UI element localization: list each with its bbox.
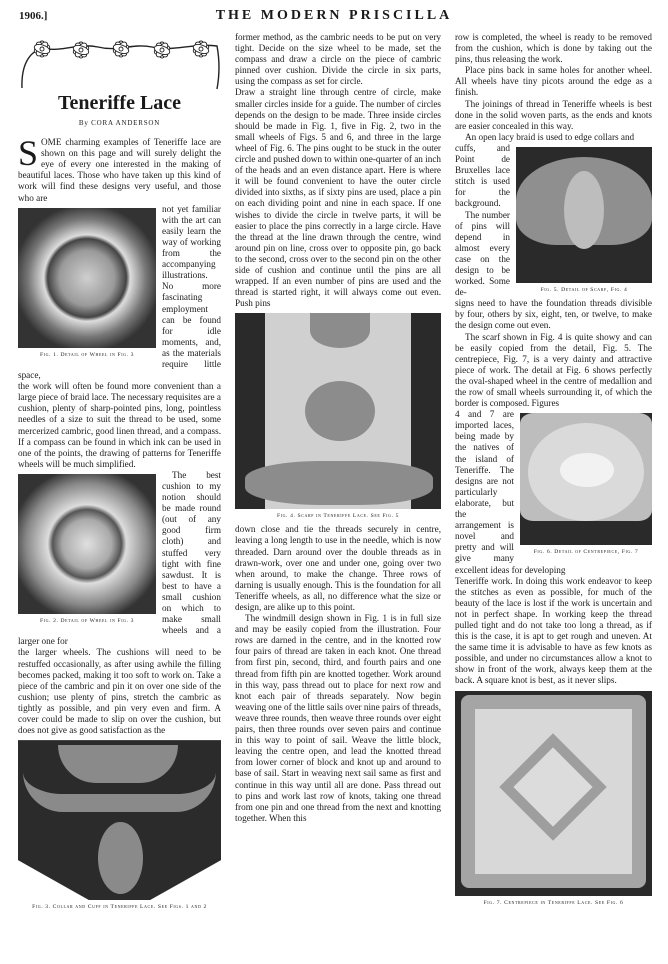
figure-6 — [520, 413, 652, 556]
figure-6-image — [520, 413, 652, 545]
figure-1-image — [18, 208, 156, 348]
figure-7 — [455, 691, 652, 907]
column-3-wrap-fig6: 4 and 7 are imported laces, being made by the natives of the island of Teneriffe. The designs are not particularly elaborate, but the arrangement is novel and pretty and will give many excellent ideas for developing — [455, 409, 566, 575]
paragraph: An open lacy braid is used to edge collars and — [465, 131, 635, 142]
paragraph: The scarf shown in Fig. 4 is quite showy and can be easily copied from the detail, Fig. 5. The centrepiece, Fig. 7, is a very dainty and attractive piece of work. The detail at Fig. 6 shows perfectly the oval-shaped wheel in the centre of medallion and the row of small wheels surrounding it, of which the border is composed. Figures — [455, 331, 652, 409]
column-1 — [18, 32, 221, 915]
figure-3 — [18, 740, 221, 911]
paragraph: down close and tie the threads securely in centre, leaving a long length to use in the needle, which is now threaded. Darn around over the double threads as in drawn-work, over one and under one, going over two when around, to make the change. Three rows of darning is usually enough. This is the foundation for all Teneriffe wheels, as all, no difference what the size or design, are alike up to this point. — [235, 524, 441, 612]
figure-6-caption: Fig. 6. Detail of Centrepiece, Fig. 7 — [533, 549, 639, 556]
paragraph: Place pins back in same holes for another wheel. All wheels have tiny picots around the edge as a finish. — [455, 65, 652, 98]
figure-4-caption: Fig. 4. Scarf in Teneriffe Lace. See Fig. 5 — [276, 513, 400, 520]
figure-2-caption: Fig. 2. Detail of Wheel in Fig. 3 — [39, 617, 135, 624]
figure-4 — [235, 313, 441, 520]
figure-3-image — [18, 740, 221, 900]
paragraph: row is completed, the wheel is ready to be removed from the cushion, which is done by taking out the pins, thus releasing the work. — [455, 32, 652, 65]
paragraph: former method, as the cambric needs to be put on very tight. Decide on the size wheel to be made, set the compass and draw a circle on the piece of cambric pinned over cushion. Divide the circle in six parts, using the compass as set for circle. — [235, 32, 441, 87]
paragraph: the larger wheels. The cushions will need to be restuffed occasionally, as after using awhile the filling becomes packed, making it too soft to work on. Take a piece of the cambric and pin it on over one side of the cushion; use plenty of pins, stretch the cambric as tightly as possible, and pin very even and firm. A cover could be made to slip on over the cushion, but does not give as good satisfaction as the — [18, 647, 221, 736]
figure-1-caption: Fig. 1. Detail of Wheel in Fig. 3 — [39, 351, 135, 358]
column-3 — [455, 32, 652, 911]
figure-7-caption: Fig. 7. Centrepiece in Teneriffe Lace. See Fig. 6 — [483, 899, 624, 906]
figure-5 — [516, 147, 652, 294]
figure-2 — [18, 474, 156, 625]
article-byline: By CORA ANDERSON — [78, 119, 161, 127]
figure-5-image — [516, 147, 652, 283]
column-1-wrap-fig1: not yet familiar with the art can easily learn the way of working from the accompanying illustrations. No more fascinating employment can be found for idle moments, and, as the materials require little space, — [18, 203, 221, 381]
paragraph: The joinings of thread in Teneriffe wheels is best done in the solid woven parts, as the ends and knots are easier concealed in this way. — [455, 98, 652, 131]
paragraph: Teneriffe work. In doing this work endeavor to keep the stitches as even as possible, for much of the beauty of the lace is lost if the work is uncertain and not in perfect shape. In working keep the thread pulled tight and do not take too long a thread, as if this is the case, it is apt to get rough and uneven. At the same time it is advisable to have as few knots as possible, and under no circumstances allow a knot to show in front of the work, always keep them at the back. A square knot is best, as it never slips. — [455, 575, 652, 686]
figure-4-image — [235, 313, 441, 509]
article-title: Teneriffe Lace — [57, 92, 182, 114]
intro-text: OME charming examples of Teneriffe lace are shown on this page and will surely delight the eye of every one interested in the making of beautiful laces. Those who have taken up this kind of work will find these designs very useful, and those who are — [18, 137, 221, 203]
floral-header-ornament — [18, 32, 221, 92]
figure-5-caption: Fig. 5. Detail of Scarf, Fig. 4 — [540, 286, 628, 293]
column-3-wrap-fig5: cuffs, and Point de Bruxelles lace stitch is used for the background. — [455, 142, 510, 209]
paragraph: the work will often be found more convenient than a large piece of braid lace. The necessary requisites are a cushion, plenty of sharp-pointed pins, long, pointless needles of a size to suit the thread to be used, some mercerized cambric, good linen thread, and a compass. If a compass can be found in which ink can be used in one of the points, the drawing of patterns for Teneriffe wheels will be much simplified. — [18, 381, 221, 469]
page-number: 1906.] — [19, 10, 48, 22]
article-columns — [0, 32, 668, 915]
figure-2-image — [18, 474, 156, 614]
page-header — [0, 0, 668, 32]
intro-paragraph — [18, 133, 221, 204]
figure-3-caption: Fig. 3. Collar and Cuff in Teneriffe Lace. See Figs. 1 and 2 — [32, 904, 207, 911]
column-3-wrap-fig5-b: The number of pins will depend in almost every case on the design to be worked. Some de- — [455, 209, 510, 298]
magazine-title: THE MODERN PRISCILLA — [215, 8, 453, 23]
paragraph: The windmill design shown in Fig. 1 is in full size and may be easily copied from the illustration. Four rows are darned in the centre, and in the knotted row four pairs of thread are taken in each knot. One thread from first pin, second, third, and fourth pairs and one thread from fifth pin are knotted together. Work around in this way, pass thread out to place for next row and knot each pair of threads separately. Now begin weaving one of the little sails over nine pairs of threads, weave three rounds, then weave three rounds over eight pairs, then three rounds over seven pairs and continue in this way to point of sail. Weave the little block, leaving the centre open, and lead the knotted thread from lower corner of block and knot up and around to base of sail. Start in weaving next sail same as first and continue in this way until all are done. Pass thread out to pins and work last row of knots, taking one thread from one pin and one thread from the next and knotting together. When this — [235, 613, 441, 823]
paragraph: signs need to have the foundation threads divisible by four, others by six, eight, ten, or twelve, to make the design come out even. — [455, 298, 652, 331]
figure-7-image — [455, 691, 652, 896]
paragraph: Draw a straight line through centre of circle, make smaller circles inside for a guide. The number of circles depends on the design to be made. Three inside circles should be made in Fig. 1, five in Fig. 2, two in the small wheels of Figs. 5 and 6, and three in the large wheel of Fig. 6. The pins ought to be stuck in the outer circle and pushed down to within one-quarter of an inch of the heads and an even distance apart. Here is where it will be found convenient to have the outer circle divided into sixths, as if sixty pins are used, place a pin on each dividing point and nine in each space. If one wishes to divide the circle in twelve parts, it will be easier to place the pins correctly in a large circle. Have the thread at the line drawn through the centre, wind around pin on line, cross over to opposite pin, go back to the second, cross over to the second pin on the other side of cushion and continue until the pins are all wrapped. If an even number of pins are used and the thread is started right, it will always come out even. Push pins — [235, 87, 441, 309]
column-1-wrap-fig2: The best cushion to my notion should be made round (out of any good firm cloth) and stuffed very tight with fine sawdust. It is best to have a small cushion on which to make small wheels and a larger one for — [18, 469, 221, 647]
figure-1 — [18, 208, 156, 359]
column-2 — [235, 32, 441, 824]
drop-cap: S — [18, 133, 39, 174]
